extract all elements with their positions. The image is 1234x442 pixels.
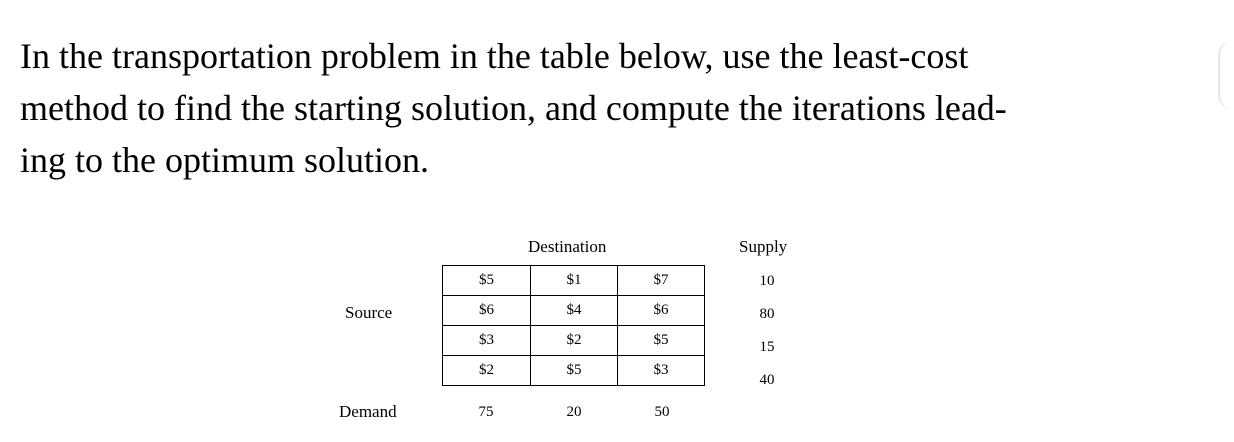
supply-header: Supply [739,237,788,256]
problem-line-2: method to find the starting solution, and compute the iterations lead- [20,88,1007,128]
supply-value: 80 [759,306,775,322]
source-label: Source [345,303,393,322]
demand-value: 50 [654,404,670,420]
cost-cell: $1 [531,266,618,296]
destination-header: Destination [528,237,607,256]
supply-column [742,265,792,397]
cost-cell: $5 [618,326,705,356]
problem-line-1: In the transportation problem in the table below, use the least-cost [20,36,969,76]
cost-cell: $2 [531,326,618,356]
cost-cell: $6 [443,296,531,326]
problem-text [20,30,1210,186]
cost-cell: $2 [443,356,531,386]
cost-cell: $4 [531,296,618,326]
table-row [443,326,705,356]
supply-value: 10 [759,273,775,289]
cost-cell: $3 [618,356,705,386]
cost-cell: $5 [531,356,618,386]
cost-cell: $5 [443,266,531,296]
table-row [443,266,705,296]
table-row [443,296,705,326]
cost-cell: $6 [618,296,705,326]
demand-value: 75 [478,404,494,420]
edge-decoration [1218,40,1234,110]
cost-cell: $3 [443,326,531,356]
demand-value: 20 [566,404,582,420]
supply-value: 15 [759,339,775,355]
table-row [443,356,705,386]
supply-value: 40 [759,372,775,388]
cost-cell: $7 [618,266,705,296]
problem-line-3: ing to the optimum solution. [20,140,430,180]
demand-row [442,400,706,424]
cost-grid [442,265,705,386]
demand-label: Demand [339,402,397,421]
